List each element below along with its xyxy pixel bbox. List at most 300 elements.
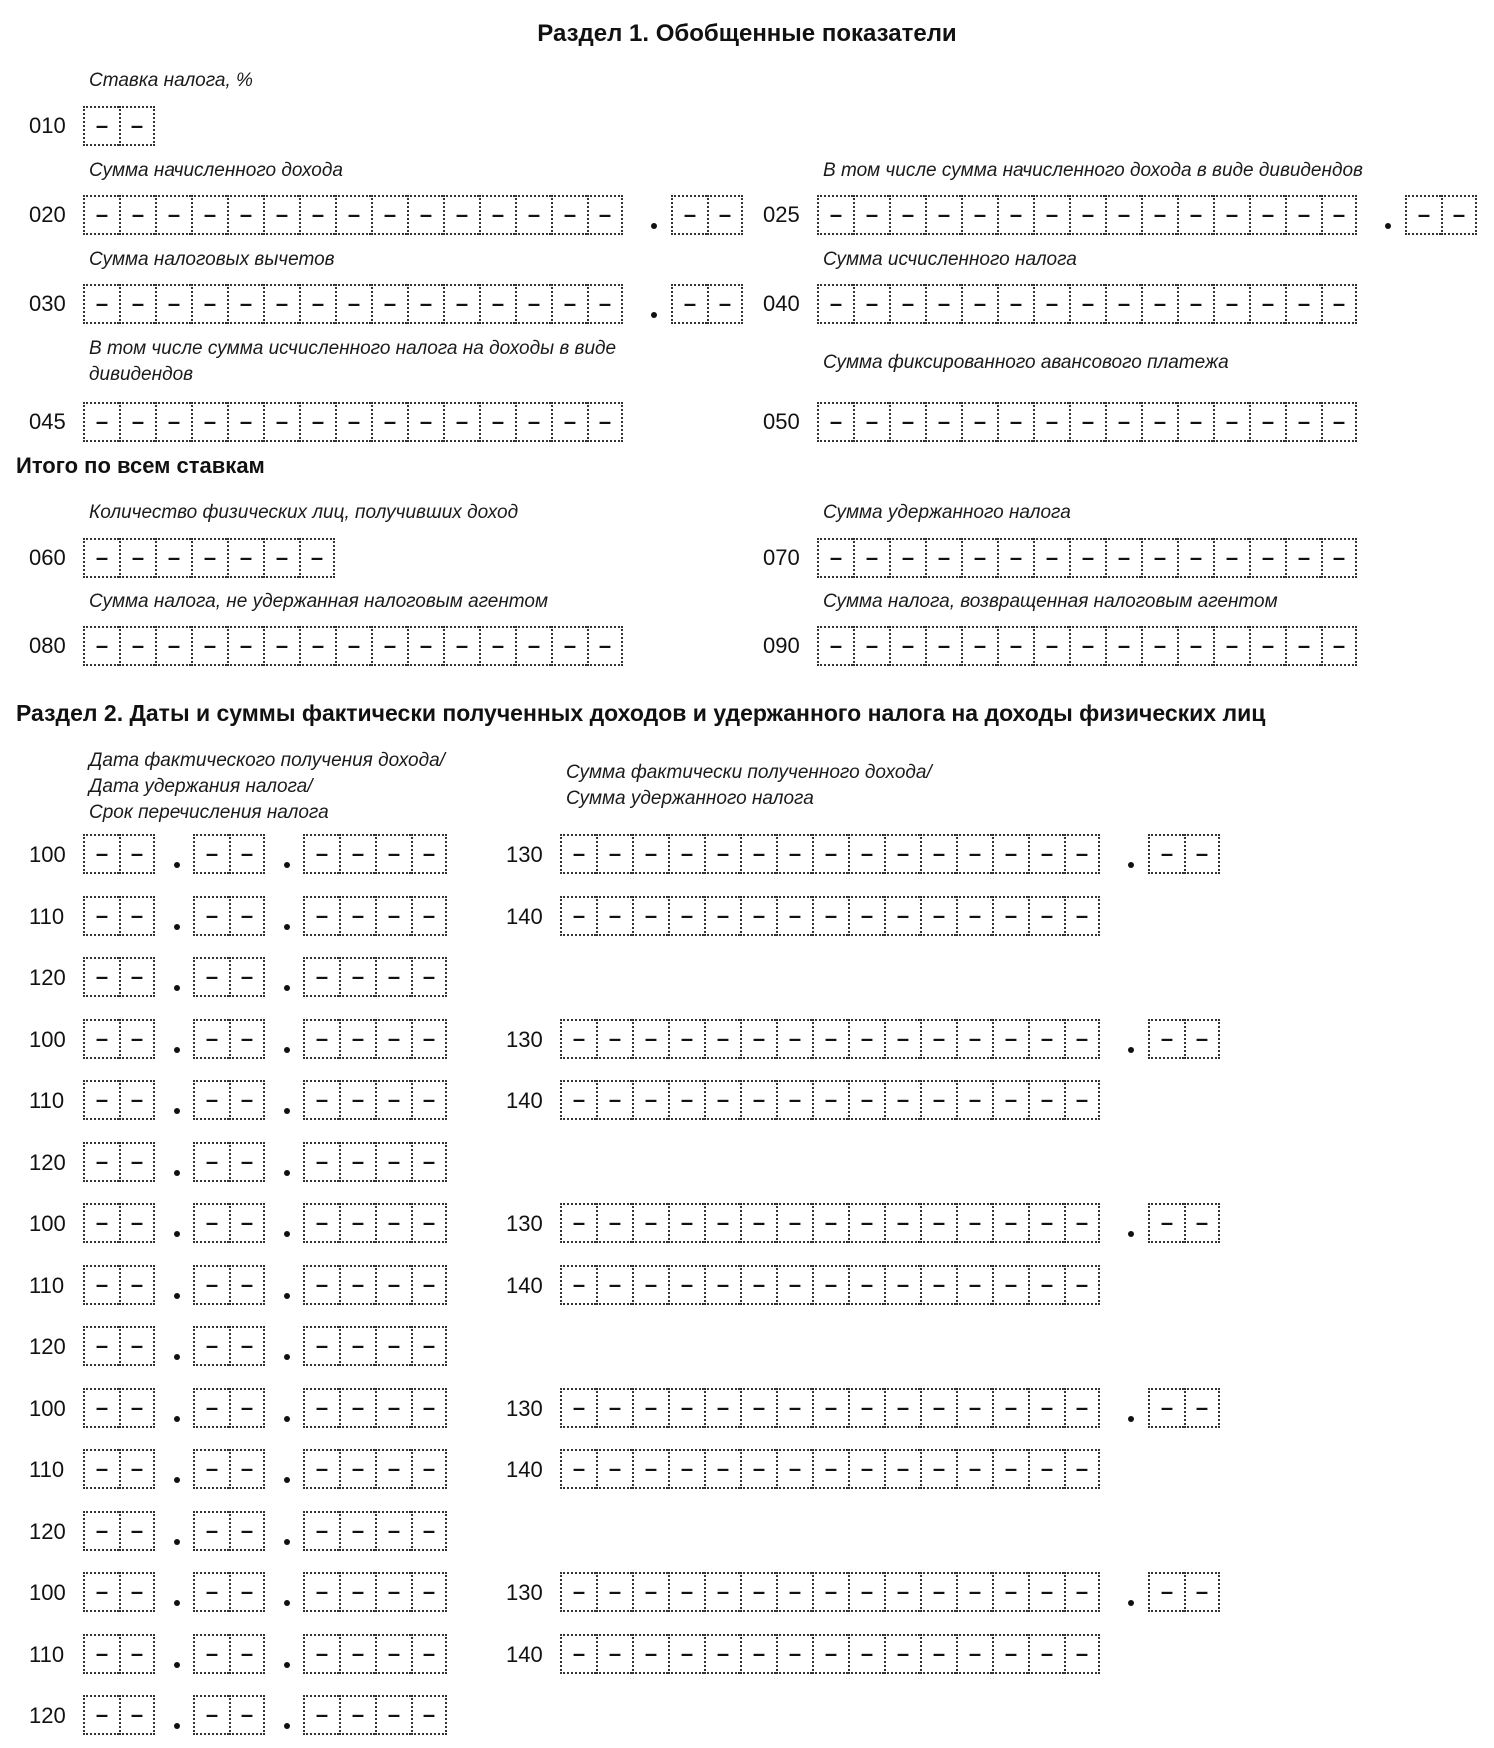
digit-cell[interactable] xyxy=(1064,1634,1100,1674)
digit-cell[interactable] xyxy=(812,1634,848,1674)
digit-cell[interactable] xyxy=(339,834,375,874)
date-month-input[interactable] xyxy=(193,1265,265,1305)
digit-cell[interactable] xyxy=(1105,626,1141,666)
date-year-input[interactable] xyxy=(303,1080,447,1120)
digit-cell[interactable] xyxy=(853,402,889,442)
digit-cell[interactable] xyxy=(1028,1203,1064,1243)
digit-cell[interactable] xyxy=(1177,402,1213,442)
digit-cell[interactable] xyxy=(1033,284,1069,324)
digit-cell[interactable] xyxy=(229,1388,265,1428)
digit-cell[interactable] xyxy=(479,284,515,324)
input-050[interactable] xyxy=(817,402,1357,442)
digit-cell[interactable] xyxy=(299,626,335,666)
date-day-input[interactable] xyxy=(83,1142,155,1182)
digit-cell[interactable] xyxy=(229,1511,265,1551)
date-day-input[interactable] xyxy=(83,896,155,936)
digit-cell[interactable] xyxy=(961,538,997,578)
digit-cell[interactable] xyxy=(884,1203,920,1243)
digit-cell[interactable] xyxy=(303,1142,339,1182)
digit-cell[interactable] xyxy=(1148,1203,1184,1243)
digit-cell[interactable] xyxy=(83,1572,119,1612)
digit-cell[interactable] xyxy=(1177,538,1213,578)
digit-cell[interactable] xyxy=(1028,1080,1064,1120)
digit-cell[interactable] xyxy=(119,1572,155,1612)
digit-cell[interactable] xyxy=(303,1203,339,1243)
digit-cell[interactable] xyxy=(339,896,375,936)
digit-cell[interactable] xyxy=(339,1203,375,1243)
digit-cell[interactable] xyxy=(119,402,155,442)
digit-cell[interactable] xyxy=(411,1634,447,1674)
date-day-input[interactable] xyxy=(83,1572,155,1612)
digit-cell[interactable] xyxy=(155,626,191,666)
digit-cell[interactable] xyxy=(884,1019,920,1059)
digit-cell[interactable] xyxy=(375,1449,411,1489)
digit-cell[interactable] xyxy=(1033,402,1069,442)
digit-cell[interactable] xyxy=(193,896,229,936)
digit-cell[interactable] xyxy=(587,626,623,666)
digit-cell[interactable] xyxy=(193,1080,229,1120)
digit-cell[interactable] xyxy=(961,195,997,235)
digit-cell[interactable] xyxy=(1141,402,1177,442)
input-030-fraction[interactable] xyxy=(671,284,743,324)
digit-cell[interactable] xyxy=(83,1511,119,1551)
digit-cell[interactable] xyxy=(884,1572,920,1612)
date-month-input[interactable] xyxy=(193,1634,265,1674)
digit-cell[interactable] xyxy=(1285,195,1321,235)
digit-cell[interactable] xyxy=(83,106,119,146)
digit-cell[interactable] xyxy=(925,626,961,666)
digit-cell[interactable] xyxy=(560,1019,596,1059)
digit-cell[interactable] xyxy=(229,1572,265,1612)
digit-cell[interactable] xyxy=(227,402,263,442)
digit-cell[interactable] xyxy=(992,1265,1028,1305)
digit-cell[interactable] xyxy=(560,1449,596,1489)
amount-input[interactable] xyxy=(560,1572,1100,1612)
digit-cell[interactable] xyxy=(1213,538,1249,578)
digit-cell[interactable] xyxy=(339,1572,375,1612)
digit-cell[interactable] xyxy=(83,195,119,235)
digit-cell[interactable] xyxy=(1064,1449,1100,1489)
digit-cell[interactable] xyxy=(191,538,227,578)
digit-cell[interactable] xyxy=(191,626,227,666)
digit-cell[interactable] xyxy=(704,1388,740,1428)
date-day-input[interactable] xyxy=(83,1511,155,1551)
amount-input[interactable] xyxy=(560,896,1100,936)
digit-cell[interactable] xyxy=(776,834,812,874)
digit-cell[interactable] xyxy=(119,1203,155,1243)
digit-cell[interactable] xyxy=(812,1572,848,1612)
digit-cell[interactable] xyxy=(227,538,263,578)
digit-cell[interactable] xyxy=(632,1203,668,1243)
digit-cell[interactable] xyxy=(191,284,227,324)
digit-cell[interactable] xyxy=(1069,538,1105,578)
digit-cell[interactable] xyxy=(920,896,956,936)
digit-cell[interactable] xyxy=(889,626,925,666)
digit-cell[interactable] xyxy=(515,195,551,235)
digit-cell[interactable] xyxy=(407,626,443,666)
digit-cell[interactable] xyxy=(812,1019,848,1059)
digit-cell[interactable] xyxy=(375,1388,411,1428)
digit-cell[interactable] xyxy=(992,1203,1028,1243)
digit-cell[interactable] xyxy=(920,1019,956,1059)
digit-cell[interactable] xyxy=(812,1449,848,1489)
digit-cell[interactable] xyxy=(229,1326,265,1366)
digit-cell[interactable] xyxy=(83,1265,119,1305)
digit-cell[interactable] xyxy=(229,1695,265,1735)
input-060[interactable] xyxy=(83,538,335,578)
digit-cell[interactable] xyxy=(411,1388,447,1428)
digit-cell[interactable] xyxy=(119,1388,155,1428)
digit-cell[interactable] xyxy=(119,1449,155,1489)
digit-cell[interactable] xyxy=(707,195,743,235)
digit-cell[interactable] xyxy=(1441,195,1477,235)
digit-cell[interactable] xyxy=(443,626,479,666)
digit-cell[interactable] xyxy=(263,626,299,666)
date-day-input[interactable] xyxy=(83,1388,155,1428)
digit-cell[interactable] xyxy=(812,834,848,874)
digit-cell[interactable] xyxy=(375,1080,411,1120)
digit-cell[interactable] xyxy=(889,402,925,442)
digit-cell[interactable] xyxy=(668,1449,704,1489)
digit-cell[interactable] xyxy=(1148,1572,1184,1612)
digit-cell[interactable] xyxy=(920,1080,956,1120)
digit-cell[interactable] xyxy=(411,1572,447,1612)
digit-cell[interactable] xyxy=(925,195,961,235)
digit-cell[interactable] xyxy=(776,1388,812,1428)
digit-cell[interactable] xyxy=(1033,195,1069,235)
digit-cell[interactable] xyxy=(1213,195,1249,235)
digit-cell[interactable] xyxy=(884,834,920,874)
digit-cell[interactable] xyxy=(1064,1388,1100,1428)
digit-cell[interactable] xyxy=(299,195,335,235)
digit-cell[interactable] xyxy=(587,284,623,324)
digit-cell[interactable] xyxy=(956,1388,992,1428)
amount-fraction-input[interactable] xyxy=(1148,1572,1220,1612)
digit-cell[interactable] xyxy=(339,1326,375,1366)
date-day-input[interactable] xyxy=(83,1203,155,1243)
amount-input[interactable] xyxy=(560,1265,1100,1305)
input-090[interactable] xyxy=(817,626,1357,666)
digit-cell[interactable] xyxy=(740,834,776,874)
digit-cell[interactable] xyxy=(920,834,956,874)
digit-cell[interactable] xyxy=(1321,538,1357,578)
digit-cell[interactable] xyxy=(193,1511,229,1551)
digit-cell[interactable] xyxy=(193,1388,229,1428)
digit-cell[interactable] xyxy=(560,1265,596,1305)
digit-cell[interactable] xyxy=(740,1572,776,1612)
digit-cell[interactable] xyxy=(956,896,992,936)
date-year-input[interactable] xyxy=(303,1019,447,1059)
digit-cell[interactable] xyxy=(668,1203,704,1243)
digit-cell[interactable] xyxy=(375,1634,411,1674)
digit-cell[interactable] xyxy=(704,1265,740,1305)
digit-cell[interactable] xyxy=(411,1080,447,1120)
date-year-input[interactable] xyxy=(303,1695,447,1735)
digit-cell[interactable] xyxy=(193,1203,229,1243)
digit-cell[interactable] xyxy=(1141,284,1177,324)
digit-cell[interactable] xyxy=(303,896,339,936)
digit-cell[interactable] xyxy=(956,834,992,874)
digit-cell[interactable] xyxy=(740,1080,776,1120)
digit-cell[interactable] xyxy=(812,1388,848,1428)
digit-cell[interactable] xyxy=(956,1019,992,1059)
digit-cell[interactable] xyxy=(1184,1019,1220,1059)
digit-cell[interactable] xyxy=(961,626,997,666)
digit-cell[interactable] xyxy=(263,402,299,442)
input-020-fraction[interactable] xyxy=(671,195,743,235)
digit-cell[interactable] xyxy=(997,195,1033,235)
digit-cell[interactable] xyxy=(1285,626,1321,666)
digit-cell[interactable] xyxy=(704,1080,740,1120)
digit-cell[interactable] xyxy=(303,1080,339,1120)
digit-cell[interactable] xyxy=(83,1695,119,1735)
digit-cell[interactable] xyxy=(1033,626,1069,666)
digit-cell[interactable] xyxy=(884,1388,920,1428)
digit-cell[interactable] xyxy=(1177,195,1213,235)
date-month-input[interactable] xyxy=(193,1080,265,1120)
date-month-input[interactable] xyxy=(193,957,265,997)
digit-cell[interactable] xyxy=(303,1449,339,1489)
date-day-input[interactable] xyxy=(83,834,155,874)
digit-cell[interactable] xyxy=(992,1019,1028,1059)
digit-cell[interactable] xyxy=(1028,896,1064,936)
digit-cell[interactable] xyxy=(1069,626,1105,666)
date-month-input[interactable] xyxy=(193,1326,265,1366)
digit-cell[interactable] xyxy=(375,957,411,997)
digit-cell[interactable] xyxy=(920,1265,956,1305)
date-year-input[interactable] xyxy=(303,957,447,997)
digit-cell[interactable] xyxy=(740,1388,776,1428)
amount-fraction-input[interactable] xyxy=(1148,1203,1220,1243)
digit-cell[interactable] xyxy=(740,1449,776,1489)
digit-cell[interactable] xyxy=(1028,1265,1064,1305)
amount-input[interactable] xyxy=(560,1449,1100,1489)
digit-cell[interactable] xyxy=(668,1572,704,1612)
digit-cell[interactable] xyxy=(997,538,1033,578)
digit-cell[interactable] xyxy=(671,195,707,235)
digit-cell[interactable] xyxy=(1249,284,1285,324)
digit-cell[interactable] xyxy=(704,834,740,874)
digit-cell[interactable] xyxy=(1184,1203,1220,1243)
date-month-input[interactable] xyxy=(193,1388,265,1428)
digit-cell[interactable] xyxy=(740,1203,776,1243)
digit-cell[interactable] xyxy=(925,538,961,578)
digit-cell[interactable] xyxy=(1184,834,1220,874)
input-020-integer[interactable] xyxy=(83,195,623,235)
digit-cell[interactable] xyxy=(884,1080,920,1120)
digit-cell[interactable] xyxy=(193,834,229,874)
digit-cell[interactable] xyxy=(596,1265,632,1305)
digit-cell[interactable] xyxy=(596,1080,632,1120)
digit-cell[interactable] xyxy=(193,1326,229,1366)
digit-cell[interactable] xyxy=(193,1449,229,1489)
input-025-integer[interactable] xyxy=(817,195,1357,235)
digit-cell[interactable] xyxy=(193,1572,229,1612)
digit-cell[interactable] xyxy=(303,1388,339,1428)
digit-cell[interactable] xyxy=(119,1265,155,1305)
digit-cell[interactable] xyxy=(339,1695,375,1735)
digit-cell[interactable] xyxy=(479,626,515,666)
digit-cell[interactable] xyxy=(1184,1388,1220,1428)
digit-cell[interactable] xyxy=(848,1265,884,1305)
digit-cell[interactable] xyxy=(632,1080,668,1120)
digit-cell[interactable] xyxy=(992,1388,1028,1428)
digit-cell[interactable] xyxy=(371,284,407,324)
digit-cell[interactable] xyxy=(596,1572,632,1612)
digit-cell[interactable] xyxy=(83,896,119,936)
digit-cell[interactable] xyxy=(956,1449,992,1489)
digit-cell[interactable] xyxy=(303,1572,339,1612)
digit-cell[interactable] xyxy=(848,1449,884,1489)
digit-cell[interactable] xyxy=(155,402,191,442)
digit-cell[interactable] xyxy=(1249,538,1285,578)
digit-cell[interactable] xyxy=(303,1326,339,1366)
digit-cell[interactable] xyxy=(375,1203,411,1243)
digit-cell[interactable] xyxy=(411,896,447,936)
digit-cell[interactable] xyxy=(193,1695,229,1735)
date-day-input[interactable] xyxy=(83,1326,155,1366)
date-month-input[interactable] xyxy=(193,1203,265,1243)
digit-cell[interactable] xyxy=(83,1142,119,1182)
digit-cell[interactable] xyxy=(884,1634,920,1674)
digit-cell[interactable] xyxy=(596,896,632,936)
digit-cell[interactable] xyxy=(1028,1388,1064,1428)
digit-cell[interactable] xyxy=(848,1203,884,1243)
digit-cell[interactable] xyxy=(920,1388,956,1428)
digit-cell[interactable] xyxy=(1213,284,1249,324)
digit-cell[interactable] xyxy=(596,1634,632,1674)
date-day-input[interactable] xyxy=(83,1265,155,1305)
digit-cell[interactable] xyxy=(632,1634,668,1674)
digit-cell[interactable] xyxy=(740,896,776,936)
digit-cell[interactable] xyxy=(853,626,889,666)
amount-input[interactable] xyxy=(560,834,1100,874)
digit-cell[interactable] xyxy=(299,402,335,442)
digit-cell[interactable] xyxy=(1033,538,1069,578)
digit-cell[interactable] xyxy=(920,1634,956,1674)
digit-cell[interactable] xyxy=(83,957,119,997)
digit-cell[interactable] xyxy=(375,1511,411,1551)
amount-input[interactable] xyxy=(560,1388,1100,1428)
digit-cell[interactable] xyxy=(704,1572,740,1612)
digit-cell[interactable] xyxy=(1064,1265,1100,1305)
digit-cell[interactable] xyxy=(632,1449,668,1489)
digit-cell[interactable] xyxy=(551,195,587,235)
digit-cell[interactable] xyxy=(884,1265,920,1305)
digit-cell[interactable] xyxy=(817,626,853,666)
input-080[interactable] xyxy=(83,626,623,666)
input-030-integer[interactable] xyxy=(83,284,623,324)
digit-cell[interactable] xyxy=(479,402,515,442)
digit-cell[interactable] xyxy=(119,1634,155,1674)
digit-cell[interactable] xyxy=(229,1019,265,1059)
digit-cell[interactable] xyxy=(119,834,155,874)
digit-cell[interactable] xyxy=(299,538,335,578)
digit-cell[interactable] xyxy=(303,957,339,997)
digit-cell[interactable] xyxy=(1141,195,1177,235)
digit-cell[interactable] xyxy=(83,284,119,324)
amount-input[interactable] xyxy=(560,1080,1100,1120)
digit-cell[interactable] xyxy=(596,1449,632,1489)
digit-cell[interactable] xyxy=(740,1019,776,1059)
digit-cell[interactable] xyxy=(848,834,884,874)
digit-cell[interactable] xyxy=(229,1142,265,1182)
digit-cell[interactable] xyxy=(740,1634,776,1674)
digit-cell[interactable] xyxy=(303,1511,339,1551)
digit-cell[interactable] xyxy=(889,538,925,578)
digit-cell[interactable] xyxy=(375,834,411,874)
digit-cell[interactable] xyxy=(191,402,227,442)
digit-cell[interactable] xyxy=(339,1265,375,1305)
digit-cell[interactable] xyxy=(1321,626,1357,666)
digit-cell[interactable] xyxy=(551,626,587,666)
date-month-input[interactable] xyxy=(193,1449,265,1489)
digit-cell[interactable] xyxy=(83,1203,119,1243)
digit-cell[interactable] xyxy=(339,1142,375,1182)
digit-cell[interactable] xyxy=(119,896,155,936)
date-year-input[interactable] xyxy=(303,1326,447,1366)
digit-cell[interactable] xyxy=(119,1511,155,1551)
digit-cell[interactable] xyxy=(339,1511,375,1551)
digit-cell[interactable] xyxy=(632,896,668,936)
digit-cell[interactable] xyxy=(925,284,961,324)
digit-cell[interactable] xyxy=(443,402,479,442)
digit-cell[interactable] xyxy=(1069,402,1105,442)
digit-cell[interactable] xyxy=(812,1080,848,1120)
digit-cell[interactable] xyxy=(375,1572,411,1612)
digit-cell[interactable] xyxy=(956,1634,992,1674)
date-month-input[interactable] xyxy=(193,1511,265,1551)
digit-cell[interactable] xyxy=(411,1142,447,1182)
date-year-input[interactable] xyxy=(303,1572,447,1612)
digit-cell[interactable] xyxy=(1141,626,1177,666)
digit-cell[interactable] xyxy=(229,1449,265,1489)
digit-cell[interactable] xyxy=(411,957,447,997)
digit-cell[interactable] xyxy=(1069,195,1105,235)
digit-cell[interactable] xyxy=(551,284,587,324)
digit-cell[interactable] xyxy=(1321,195,1357,235)
digit-cell[interactable] xyxy=(1321,402,1357,442)
digit-cell[interactable] xyxy=(1064,834,1100,874)
digit-cell[interactable] xyxy=(119,1142,155,1182)
digit-cell[interactable] xyxy=(1148,834,1184,874)
digit-cell[interactable] xyxy=(299,284,335,324)
date-year-input[interactable] xyxy=(303,834,447,874)
digit-cell[interactable] xyxy=(668,1634,704,1674)
digit-cell[interactable] xyxy=(776,1203,812,1243)
digit-cell[interactable] xyxy=(155,538,191,578)
digit-cell[interactable] xyxy=(83,402,119,442)
digit-cell[interactable] xyxy=(1105,402,1141,442)
digit-cell[interactable] xyxy=(303,834,339,874)
digit-cell[interactable] xyxy=(956,1265,992,1305)
digit-cell[interactable] xyxy=(992,1634,1028,1674)
digit-cell[interactable] xyxy=(668,1080,704,1120)
digit-cell[interactable] xyxy=(1213,626,1249,666)
digit-cell[interactable] xyxy=(339,957,375,997)
digit-cell[interactable] xyxy=(560,834,596,874)
digit-cell[interactable] xyxy=(551,402,587,442)
digit-cell[interactable] xyxy=(411,834,447,874)
input-010[interactable] xyxy=(83,106,155,146)
digit-cell[interactable] xyxy=(587,195,623,235)
digit-cell[interactable] xyxy=(817,538,853,578)
date-month-input[interactable] xyxy=(193,1019,265,1059)
digit-cell[interactable] xyxy=(303,1634,339,1674)
digit-cell[interactable] xyxy=(920,1203,956,1243)
digit-cell[interactable] xyxy=(632,1019,668,1059)
digit-cell[interactable] xyxy=(1213,402,1249,442)
